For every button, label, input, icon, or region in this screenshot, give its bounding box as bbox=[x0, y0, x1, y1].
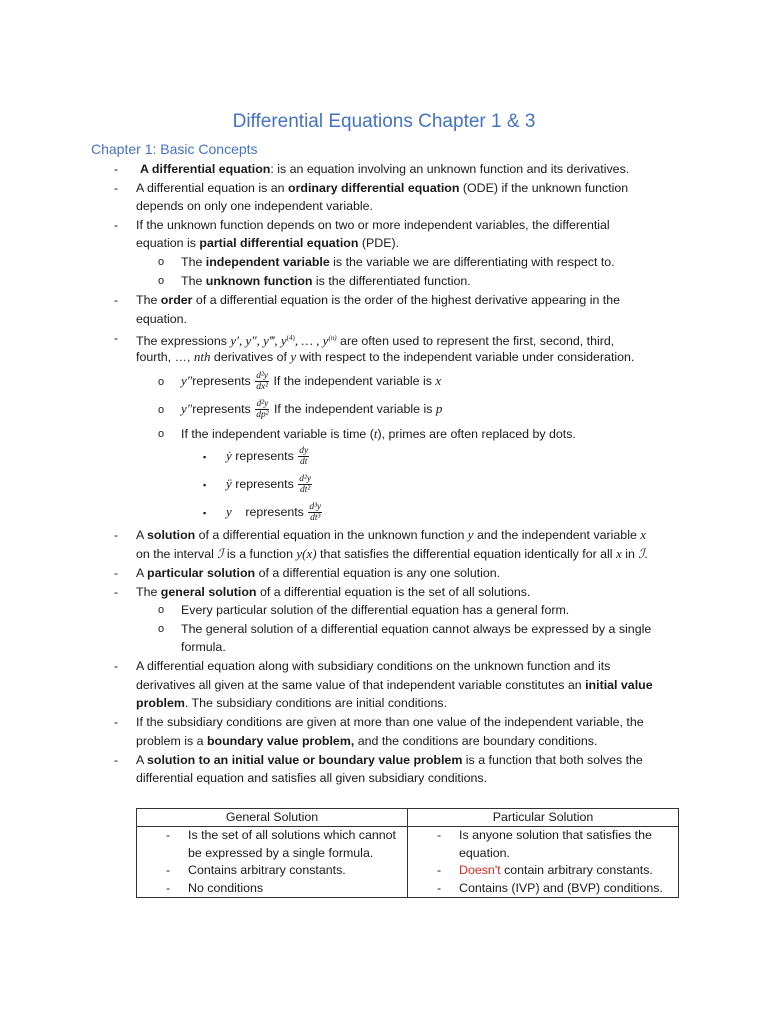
doesnt-highlight: Doesn't bbox=[459, 863, 501, 877]
fraction: $\frac{\text{d²y}}{\text{dp²}}$ bbox=[256, 399, 269, 421]
dot-notation-1: ẏ represents $\frac{dy}{dt}$ bbox=[226, 446, 309, 468]
bullet-pde-line1: If the unknown function depends on two or more independent variables, the differential bbox=[136, 218, 610, 232]
bullet-ivp-line1: A differential equation along with subsidiary conditions on the unknown function and its bbox=[136, 659, 611, 673]
bullet-dash: - bbox=[114, 715, 119, 729]
solution-comparison-table bbox=[136, 808, 679, 898]
list-item: - Is anyone solution that satisfies the equation. bbox=[437, 828, 652, 860]
fraction: $\frac{dy}{dt}$ bbox=[299, 446, 309, 468]
bullet-solution-line2: on the interval ℐ is a function y(x) that satisfies the differential equation identically for all x in ℐ. bbox=[136, 546, 648, 561]
table-header-particular: Particular Solution bbox=[408, 809, 679, 827]
dot-notation-2: ÿ represents $\frac{\text{d²y}}{\text{dt²}}$ bbox=[226, 474, 312, 496]
particular-solution-cell bbox=[408, 827, 679, 898]
bullet-ivp-line2: derivatives all given at the same value of that independent variable constitutes an initial value bbox=[136, 678, 653, 692]
bullet-order-line2: equation. bbox=[136, 312, 187, 326]
bullet-ode-line2: depends on only one independent variable. bbox=[136, 199, 373, 213]
bullet-solution: A solution of a differential equation in the unknown function y and the independent variable x bbox=[136, 527, 647, 542]
bullet-circle: o bbox=[158, 376, 165, 388]
bullet-circle: o bbox=[158, 275, 165, 287]
bullet-ode: A differential equation is an ordinary differential equation (ODE) if the unknown function bbox=[136, 181, 629, 195]
sub-ypp-x: y″represents $\frac{\text{d²y}}{\text{dx²}}$ If the independent variable is x bbox=[181, 371, 442, 393]
table-header-general: General Solution bbox=[137, 809, 408, 827]
bullet-expressions: The expressions y′, y″, y‴, $y^{(4)}$, … , $y^{(n)}$ are often used to represent the first, second, third, bbox=[136, 333, 615, 349]
table-row bbox=[137, 827, 679, 898]
table-header-row bbox=[137, 809, 679, 827]
general-solution-cell bbox=[137, 827, 408, 898]
bullet-differential-equation: A differential equation: is an equation involving an unknown function and its derivatives. bbox=[140, 162, 630, 176]
bullet-ivp-line3: problem. The subsidiary conditions are initial conditions. bbox=[136, 696, 448, 710]
bullet-bvp-line1: If the subsidiary conditions are given at more than one value of the independent variable, the bbox=[136, 715, 644, 729]
fraction: $\frac{\text{d³y}}{\text{dt³}}$ bbox=[309, 502, 322, 524]
sub-general-form: Every particular solution of the differential equation has a general form. bbox=[181, 603, 570, 617]
bullet-expressions-line2: fourth, …, nth derivatives of y with respect to the independent variable under consideration. bbox=[136, 349, 635, 364]
bullet-circle: o bbox=[158, 404, 165, 416]
bullet-square: ▪ bbox=[203, 480, 207, 490]
bullet-dash: - bbox=[114, 566, 119, 580]
bullet-circle: o bbox=[158, 256, 165, 268]
bullet-order: The order of a differential equation is the order of the highest derivative appearing in the bbox=[136, 293, 621, 307]
bullet-particular-solution: A particular solution of a differential equation is any one solution. bbox=[136, 566, 501, 580]
bullet-circle: o bbox=[158, 428, 165, 440]
fraction: $\frac{\text{d²y}}{\text{dt²}}$ bbox=[299, 474, 312, 496]
bullet-dash: - bbox=[114, 181, 119, 195]
bullet-square: ▪ bbox=[203, 452, 207, 462]
bullet-pde: equation is partial differential equation (PDE). bbox=[136, 236, 400, 250]
bullet-dash: - bbox=[114, 218, 119, 232]
bullet-dash: - bbox=[114, 528, 119, 542]
dot-notation-3: y⃛ represents $\frac{\text{d³y}}{\text{dt³}}$ bbox=[226, 502, 322, 524]
list-item: - Is the set of all solutions which cannot be expressed by a single formula. bbox=[166, 828, 397, 860]
bullet-solution-ivp-bvp-line2: differential equation and satisfies all given subsidiary conditions. bbox=[136, 771, 488, 785]
list-item: - Doesn't contain arbitrary constants. bbox=[437, 863, 653, 877]
bullet-circle: o bbox=[158, 604, 165, 616]
document-title: Differential Equations Chapter 1 & 3 bbox=[232, 111, 536, 132]
list-item: - No conditions bbox=[166, 880, 264, 895]
sub-unknown-function: The unknown function is the differentiated function. bbox=[181, 274, 471, 288]
chapter-heading: Chapter 1: Basic Concepts bbox=[91, 141, 258, 157]
sub-ypp-p: y″represents $\frac{\text{d²y}}{\text{dp²}}$ If the independent variable is p bbox=[181, 399, 443, 421]
list-item: - Contains (IVP) and (BVP) conditions. bbox=[437, 880, 663, 895]
bullet-dash: - bbox=[114, 162, 119, 176]
sub-time-dots: If the independent variable is time (t), primes are often replaced by dots. bbox=[181, 426, 576, 441]
sub-single-formula: The general solution of a differential equation cannot always be expressed by a single bbox=[181, 622, 652, 636]
bullet-bvp-line2: problem is a boundary value problem, and the conditions are boundary conditions. bbox=[136, 734, 598, 748]
bullet-dash: - bbox=[114, 659, 119, 673]
bullet-solution-ivp-bvp: A solution to an initial value or boundary value problem is a function that both solves the bbox=[136, 753, 643, 767]
list-item: - Contains arbitrary constants. bbox=[166, 863, 346, 877]
bullet-dash: - bbox=[114, 585, 119, 599]
bullet-square: ▪ bbox=[203, 508, 207, 518]
bullet-general-solution: The general solution of a differential equation is the set of all solutions. bbox=[136, 585, 531, 599]
sub-independent-variable: The independent variable is the variable we are differentiating with respect to. bbox=[181, 255, 615, 269]
general-solution-list bbox=[137, 827, 407, 897]
bullet-dash: - bbox=[114, 293, 119, 307]
bullet-dash: - bbox=[114, 331, 119, 345]
fraction: $\frac{\text{d²y}}{\text{dx²}}$ bbox=[256, 371, 269, 393]
particular-solution-list bbox=[408, 827, 678, 897]
bullet-dash: - bbox=[114, 753, 119, 767]
sub-single-formula-line2: formula. bbox=[181, 640, 226, 654]
bullet-circle: o bbox=[158, 623, 165, 635]
